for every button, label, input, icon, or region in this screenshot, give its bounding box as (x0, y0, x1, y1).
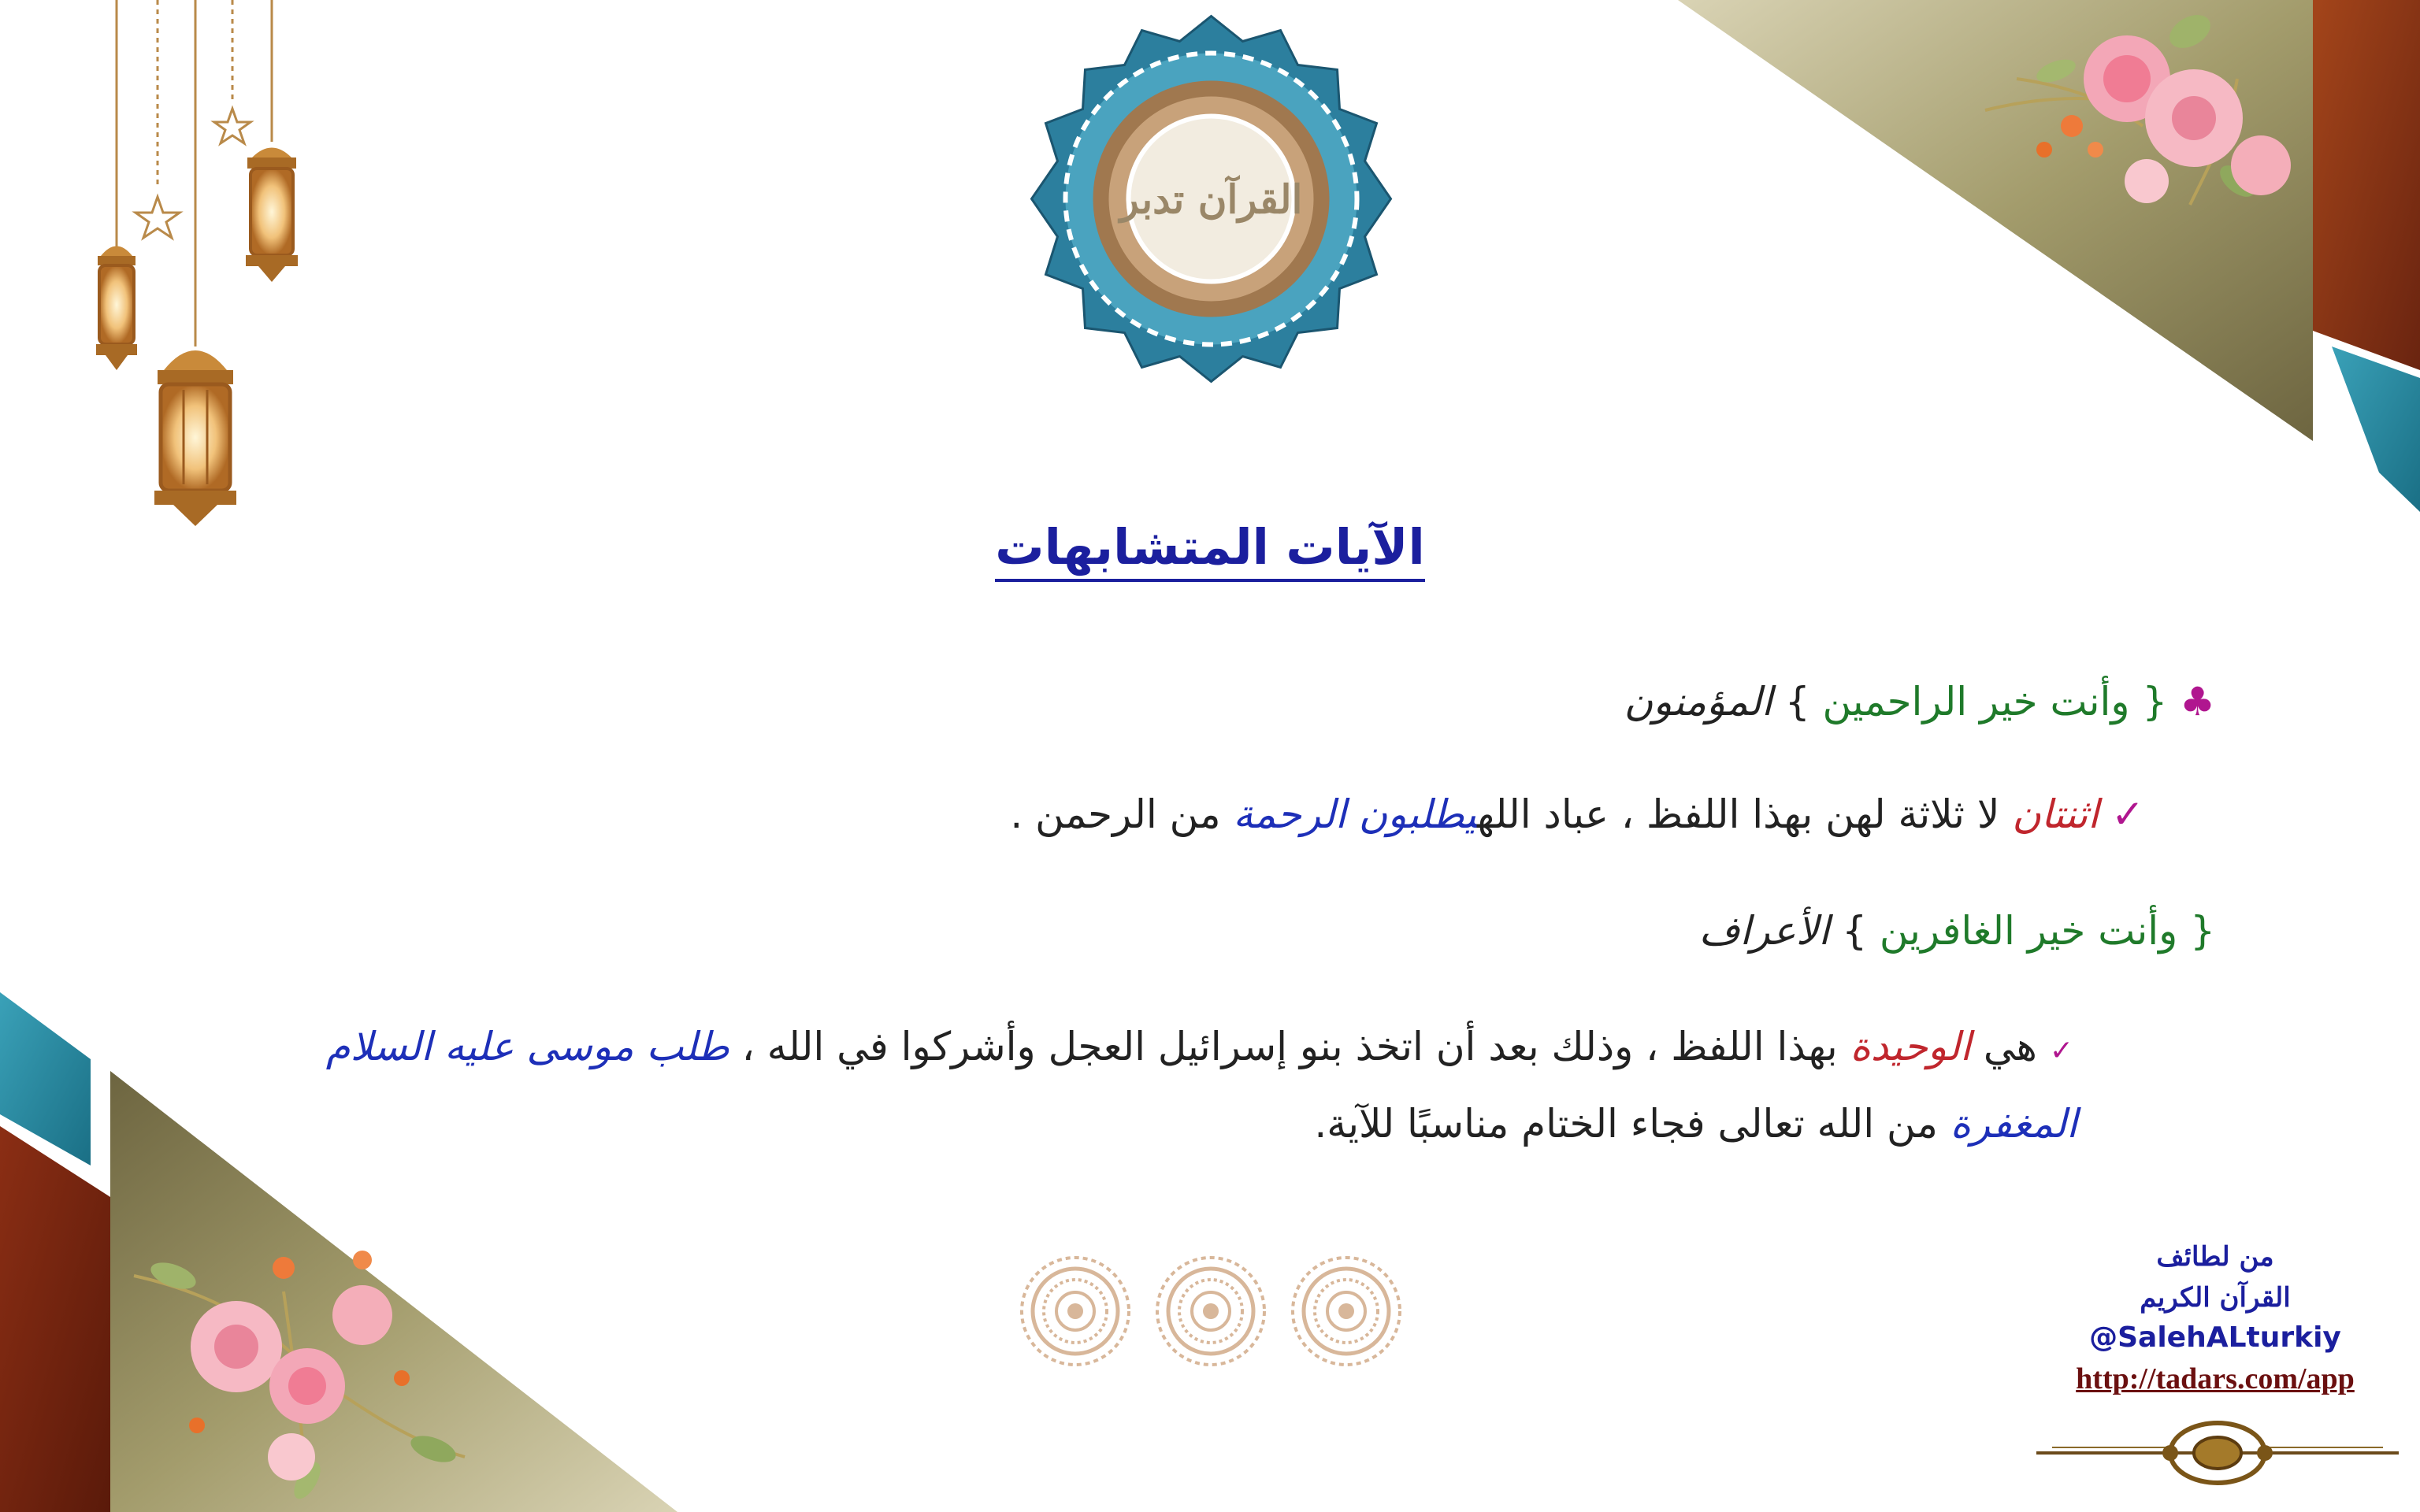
verse-1-open-brace: { (2142, 679, 2168, 724)
note-1-text-b: من الرحمن . (1010, 791, 1221, 837)
verse-1 (1624, 679, 2215, 724)
checkmark-icon: ✓ (2111, 791, 2144, 837)
verse-2-text: وأنت خير الغافرين (1879, 908, 2178, 954)
verse-2-close-brace: } (1842, 908, 1867, 954)
club-bullet-icon: ♣ (2180, 679, 2215, 724)
note-2-text-a: بهذا اللفظ ، وذلك بعد أن اتخذ بنو إسرائيل العجل وأشركوا في الله ، (741, 1024, 1838, 1069)
rosette-ornament-icon (1022, 1258, 1129, 1365)
note-2-text-b: من الله تعالى فجاء الختام مناسبًا للآية. (1314, 1101, 1938, 1147)
lantern-icon (96, 246, 137, 371)
flower-bouquet-icon (126, 1228, 488, 1512)
note-2-highlight-a: الوحيدة (1850, 1024, 1971, 1069)
note-1-text-a: لا ثلاثة لهن بهذا اللفظ ، عباد الله (1476, 791, 2000, 837)
checkmark-icon: ✓ (2049, 1035, 2073, 1067)
credit-url-link[interactable]: http://tadars.com/app (2076, 1362, 2355, 1395)
verse-1-surah: المؤمنون (1624, 679, 1772, 724)
verse-2-surah: الأعراف (1698, 908, 1830, 954)
flower-bouquet-icon (1954, 0, 2308, 252)
verse-1-close-brace: } (1784, 679, 1810, 724)
verse-2 (1699, 908, 2215, 954)
rosette-ornament-icon (1293, 1258, 1400, 1365)
verse-2-open-brace: { (2190, 908, 2215, 954)
credit-block (2058, 1236, 2373, 1396)
verse-1-text: وأنت خير الراحمين (1822, 679, 2130, 724)
credit-line-1: من لطائف (2156, 1241, 2274, 1273)
rosette-ornaments (1016, 1252, 1410, 1370)
quran-medallion-logo (1024, 12, 1398, 386)
star-icon (214, 109, 251, 143)
lantern-icon (154, 350, 236, 526)
credit-handle: @SalehALturkiy (2089, 1321, 2341, 1354)
note-2-line-1 (326, 1024, 2073, 1069)
lanterns-decoration (71, 0, 323, 536)
note-2-highlight-c: المغفرة (1950, 1101, 2077, 1147)
svg-text:القرآن تدبر: القرآن تدبر (1119, 176, 1303, 223)
note-1-count: اثنتان (2012, 791, 2099, 837)
star-icon (135, 197, 180, 238)
note-2-line-2 (1314, 1101, 2077, 1147)
divider-ornament-icon (2036, 1418, 2399, 1488)
note-1 (1010, 791, 2144, 837)
note-2-word-a: هي (1983, 1024, 2037, 1069)
note-2-highlight-b: طلب موسى عليه السلام (325, 1024, 729, 1069)
note-1-highlight: يطلبون الرحمة (1233, 791, 1477, 837)
lantern-icon (246, 148, 298, 283)
rosette-ornament-icon (1157, 1258, 1264, 1365)
credit-line-2: القرآن الكريم (2140, 1282, 2291, 1314)
page-title: الآيات المتشابهات (0, 518, 2420, 576)
